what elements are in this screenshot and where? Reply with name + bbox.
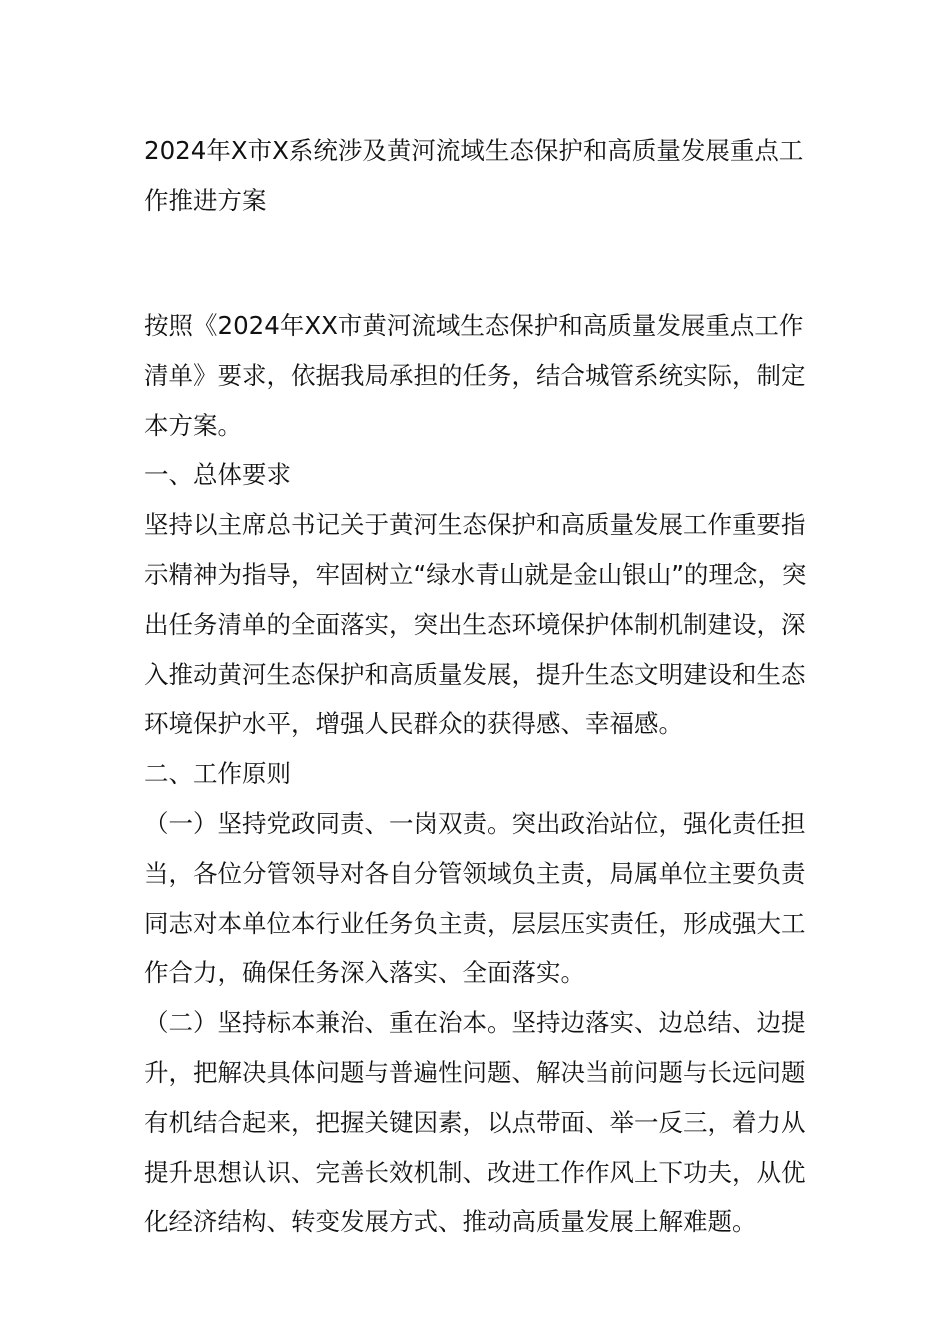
- principle-paragraph-2: （二）坚持标本兼治、重在治本。坚持边落实、边总结、边提升，把解决具体问题与普遍性问题、解决当前问题与长远问题有机结合起来，把握关键因素，以点带面、举一反三，着力从提升思想认识、完善长效机制、改进工作作风上下功夫，从优化经济结构、转变发展方式、推动高质量发展上解难题。: [144, 1008, 806, 1237]
- section-heading-work-principles: 二、工作原则: [144, 759, 291, 789]
- document-title: 2024年X市X系统涉及黄河流域生态保护和高质量发展重点工作推进方案: [144, 136, 804, 215]
- document-content: [144, 126, 812, 1247]
- spacer: [144, 226, 812, 301]
- intro-paragraph: 按照《2024年XX市黄河流域生态保护和高质量发展重点工作清单》要求，依据我局承担的任务，结合城管系统实际，制定本方案。: [144, 311, 806, 440]
- principle-paragraph-1: （一）坚持党政同责、一岗双责。突出政治站位，强化责任担当，各位分管领导对各自分管领域负主责，局属单位主要负责同志对本单位本行业任务负主责，层层压实责任，形成强大工作合力，确保任务深入落实、全面落实。: [144, 808, 806, 988]
- overall-requirements-paragraph: 坚持以主席总书记关于黄河生态保护和高质量发展工作重要指示精神为指导，牢固树立“绿水青山就是金山银山”的理念，突出任务清单的全面落实，突出生态环境保护体制机制建设，深入推动黄河生态保护和高质量发展，提升生态文明建设和生态环境保护水平，增强人民群众的获得感、幸福感。: [144, 510, 807, 739]
- section-heading-overall-requirements: 一、总体要求: [144, 460, 291, 490]
